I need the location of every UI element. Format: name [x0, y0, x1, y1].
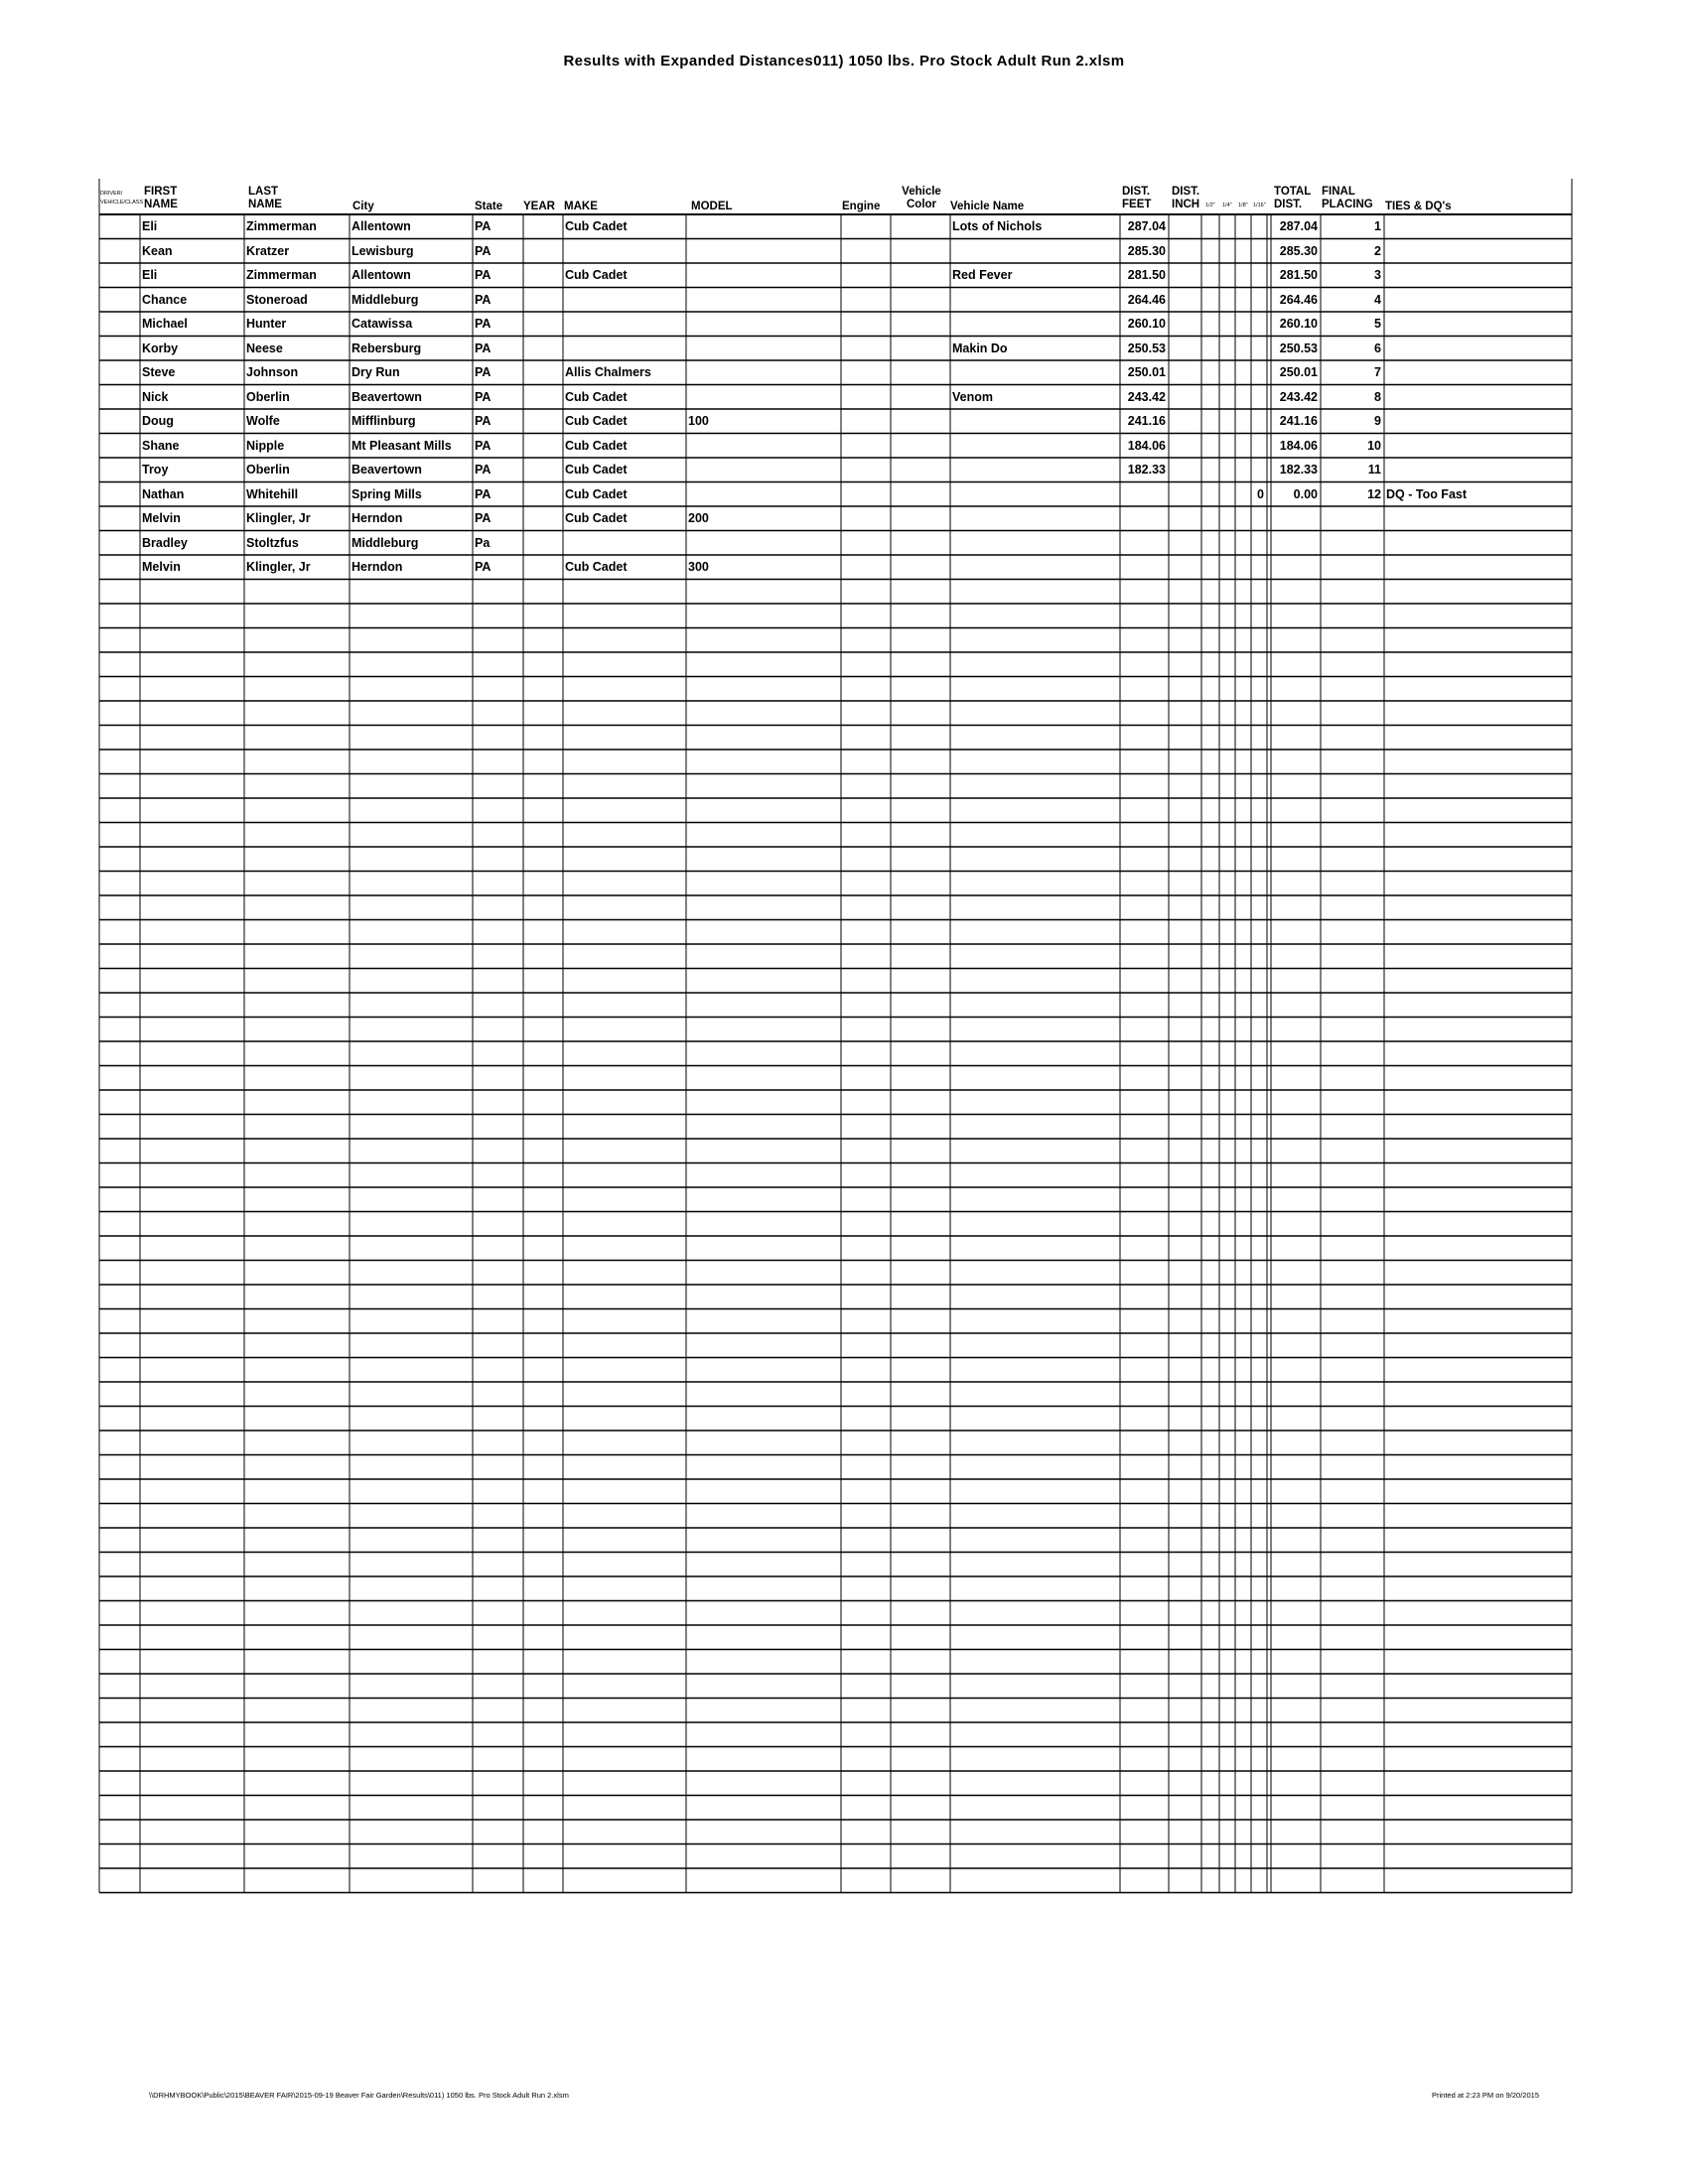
- cell-make: Cub Cadet: [565, 486, 628, 501]
- cell-last: Stoltzfus: [246, 535, 299, 550]
- cell-placing: 2: [1374, 243, 1381, 258]
- cell-placing: 9: [1374, 414, 1381, 428]
- cell-first: Eli: [142, 219, 158, 233]
- cell-last: Oberlin: [246, 389, 290, 404]
- header-frac-sixteenth: 1/16": [1253, 203, 1266, 208]
- header-frac-quarter: 1/4": [1222, 203, 1232, 208]
- cell-state: PA: [475, 486, 492, 501]
- cell-total: 243.42: [1279, 389, 1318, 404]
- header-model: MODEL: [691, 201, 733, 212]
- cell-placing: 1: [1374, 219, 1381, 233]
- header-city: City: [352, 201, 374, 212]
- cell-first: Bradley: [142, 535, 188, 550]
- header-feet-top: DIST.: [1122, 186, 1151, 198]
- cell-first: Michael: [142, 317, 188, 331]
- cell-model: 100: [688, 414, 709, 428]
- cell-state: PA: [475, 292, 492, 307]
- header-first-top: FIRST: [144, 186, 178, 198]
- cell-state: PA: [475, 438, 492, 453]
- cell-feet: 285.30: [1127, 243, 1166, 258]
- cell-total: 182.33: [1279, 463, 1318, 477]
- cell-state: PA: [475, 365, 492, 379]
- cell-first: Doug: [142, 414, 174, 428]
- cell-state: PA: [475, 560, 492, 574]
- cell-city: Herndon: [352, 511, 403, 525]
- cell-model: 300: [688, 560, 709, 574]
- cell-city: Rebersburg: [352, 341, 422, 355]
- cell-state: PA: [475, 317, 492, 331]
- cell-first: Nick: [142, 389, 169, 404]
- cell-placing: 8: [1374, 389, 1381, 404]
- cell-feet: 250.01: [1127, 365, 1166, 379]
- cell-last: Nipple: [246, 438, 285, 453]
- header-year: YEAR: [523, 201, 555, 212]
- cell-frac: 0: [1257, 486, 1264, 501]
- cell-feet: 241.16: [1127, 414, 1166, 428]
- cell-total: 250.01: [1279, 365, 1318, 379]
- cell-make: Cub Cadet: [565, 414, 628, 428]
- cell-first: Melvin: [142, 560, 181, 574]
- header-total-top: TOTAL: [1274, 186, 1312, 198]
- header-feet-bottom: FEET: [1122, 199, 1152, 210]
- cell-first: Kean: [142, 243, 173, 258]
- header-ties-dqs: TIES & DQ's: [1385, 201, 1452, 212]
- cell-last: Zimmerman: [246, 268, 317, 282]
- cell-total: 287.04: [1279, 219, 1318, 233]
- cell-feet: 182.33: [1127, 463, 1166, 477]
- cell-city: Beavertown: [352, 389, 422, 404]
- header-state: State: [475, 201, 503, 212]
- cell-placing: 4: [1374, 292, 1381, 307]
- printed-timestamp-footer: Printed at 2:23 PM on 9/20/2015: [1432, 2091, 1539, 2100]
- cell-total: 264.46: [1279, 292, 1318, 307]
- header-make: MAKE: [564, 201, 598, 212]
- cell-state: PA: [475, 463, 492, 477]
- header-driver-bottom: VEHICLE/CLASS: [100, 200, 144, 205]
- cell-first: Shane: [142, 438, 180, 453]
- cell-first: Nathan: [142, 486, 185, 501]
- header-inch-top: DIST.: [1172, 186, 1200, 198]
- cell-model: 200: [688, 511, 709, 525]
- cell-first: Chance: [142, 292, 188, 307]
- cell-city: Allentown: [352, 219, 411, 233]
- cell-last: Wolfe: [246, 414, 280, 428]
- cell-city: Spring Mills: [352, 486, 422, 501]
- cell-last: Stoneroad: [246, 292, 308, 307]
- cell-make: Allis Chalmers: [565, 365, 651, 379]
- cell-city: Mt Pleasant Mills: [352, 438, 452, 453]
- cell-first: Eli: [142, 268, 158, 282]
- cell-last: Oberlin: [246, 463, 290, 477]
- cell-last: Whitehill: [246, 486, 299, 501]
- cell-total: 0.00: [1293, 486, 1318, 501]
- header-total-bottom: DIST.: [1274, 199, 1303, 210]
- cell-last: Kratzer: [246, 243, 290, 258]
- cell-feet: 184.06: [1127, 438, 1166, 453]
- header-driver-top: DRIVER/: [100, 191, 123, 197]
- cell-feet: 281.50: [1127, 268, 1166, 282]
- header-last-bottom: NAME: [248, 199, 282, 210]
- cell-make: Cub Cadet: [565, 463, 628, 477]
- cell-state: PA: [475, 511, 492, 525]
- header-first-bottom: NAME: [144, 199, 178, 210]
- header-color-bottom: Color: [906, 199, 937, 210]
- cell-state: PA: [475, 389, 492, 404]
- header-final-bottom: PLACING: [1322, 199, 1373, 210]
- cell-city: Lewisburg: [352, 243, 414, 258]
- cell-make: Cub Cadet: [565, 268, 628, 282]
- cell-total: 184.06: [1279, 438, 1318, 453]
- cell-feet: 260.10: [1127, 317, 1166, 331]
- cell-first: Korby: [142, 341, 179, 355]
- cell-vehicle-name: Red Fever: [952, 268, 1013, 282]
- cell-feet: 250.53: [1127, 341, 1166, 355]
- cell-last: Johnson: [246, 365, 299, 379]
- cell-last: Neese: [246, 341, 283, 355]
- cell-placing: 10: [1367, 438, 1381, 453]
- cell-first: Troy: [142, 463, 169, 477]
- cell-first: Melvin: [142, 511, 181, 525]
- cell-city: Mifflinburg: [352, 414, 416, 428]
- header-frac-half: 1/2": [1205, 203, 1215, 208]
- header-vehicle-name: Vehicle Name: [950, 201, 1025, 212]
- cell-placing: 11: [1367, 463, 1381, 477]
- cell-last: Klingler, Jr: [246, 560, 311, 574]
- cell-state: PA: [475, 243, 492, 258]
- cell-make: Cub Cadet: [565, 219, 628, 233]
- page-title: Results with Expanded Distances011) 1050 lbs. Pro Stock Adult Run 2.xlsm: [563, 53, 1125, 69]
- cell-make: Cub Cadet: [565, 511, 628, 525]
- cell-state: Pa: [475, 535, 491, 550]
- cell-first: Steve: [142, 365, 176, 379]
- cell-city: Allentown: [352, 268, 411, 282]
- cell-make: Cub Cadet: [565, 560, 628, 574]
- cell-last: Zimmerman: [246, 219, 317, 233]
- header-frac-eighth: 1/8": [1238, 203, 1248, 208]
- cell-last: Hunter: [246, 317, 287, 331]
- cell-state: PA: [475, 341, 492, 355]
- cell-city: Herndon: [352, 560, 403, 574]
- cell-ties: DQ - Too Fast: [1386, 486, 1468, 501]
- cell-city: Middleburg: [352, 535, 419, 550]
- cell-feet: 287.04: [1127, 219, 1166, 233]
- cell-make: Cub Cadet: [565, 389, 628, 404]
- header-inch-bottom: INCH: [1172, 199, 1200, 210]
- cell-city: Dry Run: [352, 365, 400, 379]
- cell-placing: 7: [1374, 365, 1381, 379]
- cell-feet: 264.46: [1127, 292, 1166, 307]
- cell-make: Cub Cadet: [565, 438, 628, 453]
- cell-city: Beavertown: [352, 463, 422, 477]
- header-final-top: FINAL: [1322, 186, 1355, 198]
- cell-total: 260.10: [1279, 317, 1318, 331]
- cell-city: Catawissa: [352, 317, 413, 331]
- cell-city: Middleburg: [352, 292, 419, 307]
- cell-last: Klingler, Jr: [246, 511, 311, 525]
- cell-state: PA: [475, 414, 492, 428]
- header-engine: Engine: [842, 201, 881, 212]
- cell-total: 281.50: [1279, 268, 1318, 282]
- cell-placing: 6: [1374, 341, 1381, 355]
- cell-vehicle-name: Venom: [952, 389, 993, 404]
- cell-placing: 12: [1367, 486, 1381, 501]
- cell-total: 285.30: [1279, 243, 1318, 258]
- cell-vehicle-name: Makin Do: [952, 341, 1008, 355]
- cell-total: 241.16: [1279, 414, 1318, 428]
- header-last-top: LAST: [248, 186, 279, 198]
- cell-state: PA: [475, 268, 492, 282]
- header-color-top: Vehicle: [902, 186, 941, 198]
- file-path-footer: \\DRHMYBOOK\Public\2015\BEAVER FAIR\2015-09-19 Beaver Fair Garden\Results\011) 1050 lbs. Pro Stock Adult Run 2.xlsm: [149, 2091, 569, 2100]
- cell-vehicle-name: Lots of Nichols: [952, 219, 1043, 233]
- cell-total: 250.53: [1279, 341, 1318, 355]
- cell-placing: 5: [1374, 317, 1381, 331]
- cell-feet: 243.42: [1127, 389, 1166, 404]
- cell-state: PA: [475, 219, 492, 233]
- cell-placing: 3: [1374, 268, 1381, 282]
